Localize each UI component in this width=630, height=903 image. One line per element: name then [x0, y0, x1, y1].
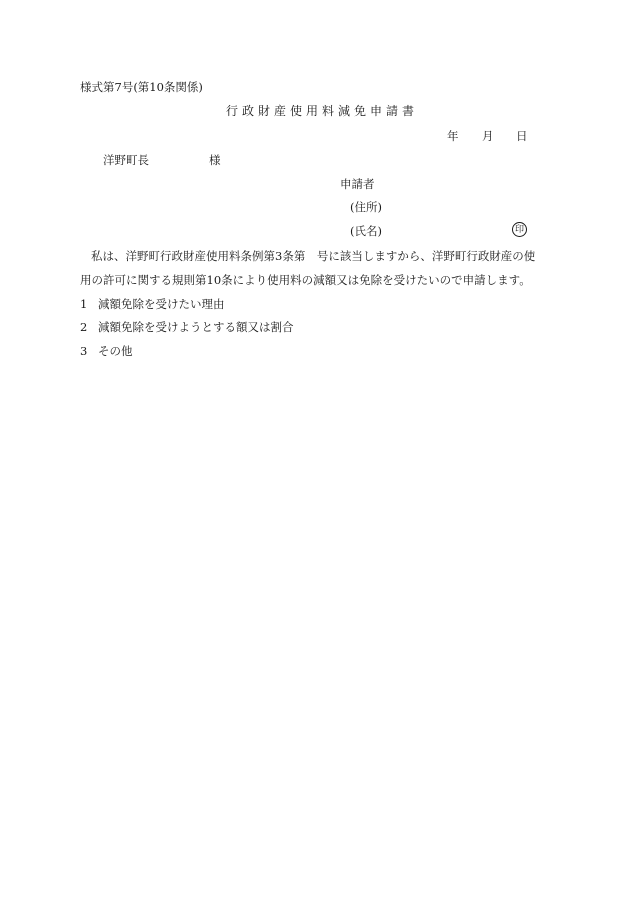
list-item: [80, 344, 133, 358]
date-year-label: 年: [447, 129, 459, 143]
document-title: 行政財産使用料減免申請書: [226, 104, 419, 118]
list-item: [80, 297, 225, 311]
seal-mark: 印: [512, 222, 527, 237]
address-label: (住所): [350, 200, 382, 214]
date-day-label: 日: [516, 129, 528, 143]
addressee-name: 洋野町長: [103, 153, 149, 167]
item-number: 3: [80, 344, 88, 358]
item-text: その他: [98, 344, 133, 358]
list-item: [80, 320, 294, 334]
item-number: 1: [80, 297, 88, 311]
item-text: 減額免除を受けたい理由: [98, 297, 225, 311]
addressee-honorific: 様: [209, 153, 221, 167]
form-number: 様式第7号(第10条関係): [80, 80, 203, 94]
item-number: 2: [80, 320, 88, 334]
application-statement: 私は、洋野町行政財産使用料条例第3条第 号に該当しますから、洋野町行政財産の使用の許可に関する規則第10条により使用料の減額又は免除を受けたいので申請します。: [80, 249, 536, 287]
applicant-label: 申請者: [340, 177, 375, 191]
date-month-label: 月: [482, 129, 494, 143]
item-text: 減額免除を受けようとする額又は割合: [98, 320, 294, 334]
name-label: (氏名): [350, 224, 382, 238]
